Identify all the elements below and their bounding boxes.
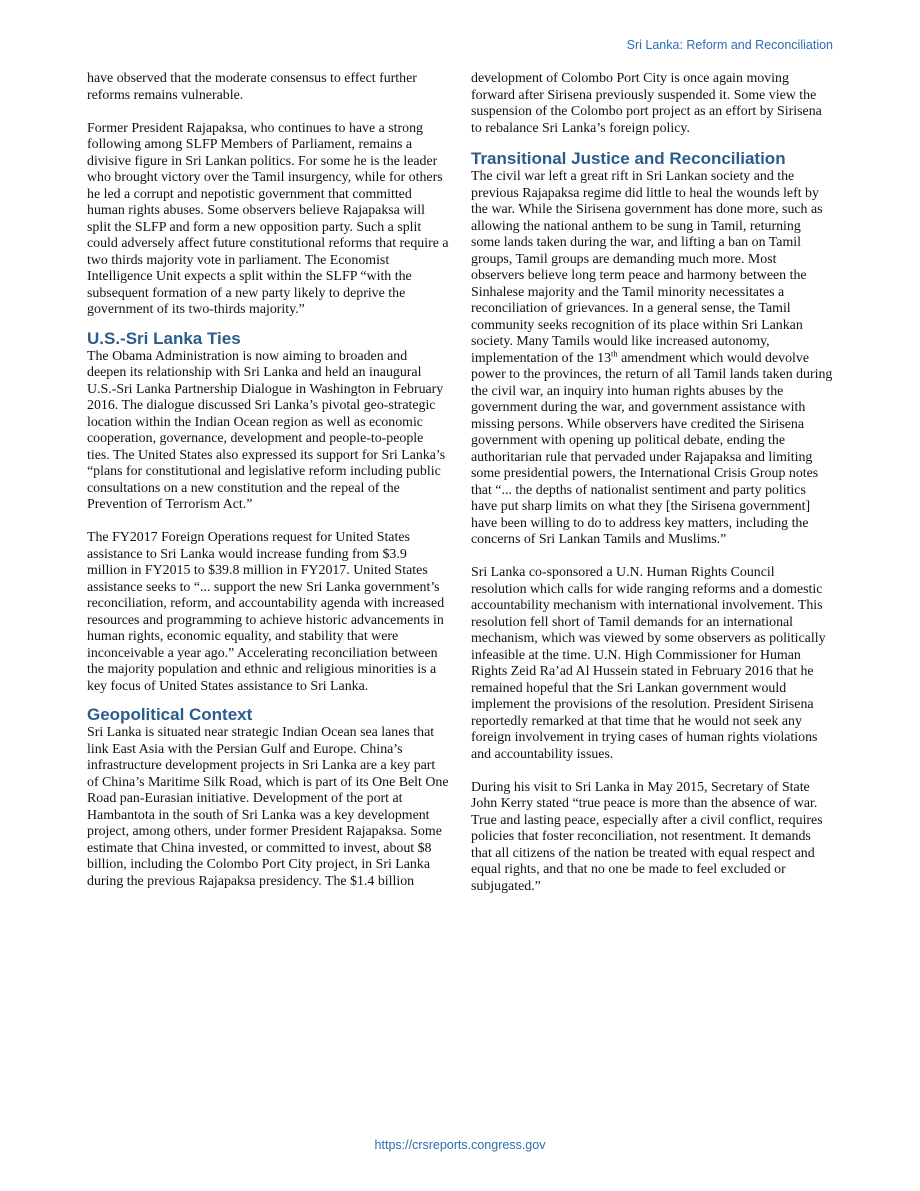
paragraph-port-city: development of Colombo Port City is once again moving forward after Sirisena previously suspended it. Some view the suspension of the Colombo port project as an effort by Sirisena to rebalance Sri Lanka’s foreign policy. xyxy=(471,71,822,136)
ordinal-superscript: th xyxy=(611,347,618,358)
paragraph-civil-war-part-2: amendment which would devolve power to the provinces, the return of all Tamil lands taken during the civil war, an inquiry into human rights abuses by the government during the war, and government assistance with missing persons. While observers have credited the Sirisena government with opening up political debate, ending the authoritarian rule that pervaded under Rajapaksa and limiting some presidential powers, the International Crisis Group notes that “... the depths of nationalist sentiment and party politics have put sharp limits on what they [the Sirisena government] have been willing to do to address key matters, including the concerns of Sri Lankan Tamils and Muslims.” xyxy=(471,350,833,547)
paragraph-kerry-visit: During his visit to Sri Lanka in May 2015, Secretary of State John Kerry stated “true peace is more than the absence of war. True and lasting peace, especially after a civil conflict, requires policies that foster reconciliation, not resentment. It demands that all citizens of the nation be treated with equal respect and equal rights, and that no one be made to feel excluded or subjugated.” xyxy=(471,779,823,894)
left-column xyxy=(87,71,449,890)
paragraph-rajapaksa: Former President Rajapaksa, who continues to have a strong following among SLFP Members of Parliament, remains a divisive figure in Sri Lankan politics. For some he is the leader who brought victory over the Tamil insurgency, while for others he led a corrupt and nepotistic government that committed human rights abuses. Some observers believe Rajapaksa will split the SLFP and form a new opposition party. Such a split could adversely affect future constitutional reforms that require a two thirds majority vote in parliament. The Economist Intelligence Unit expects a split within the SLFP “with the subsequent formation of a new party likely to deprive the government of its two-thirds majority.” xyxy=(87,120,449,317)
paragraph-geopolitical: Sri Lanka is situated near strategic Indian Ocean sea lanes that link East Asia with the Persian Gulf and Europe. China’s infrastructure development projects in Sri Lanka are a key part of China’s Maritime Silk Road, which is part of its One Belt One Road pan-Eurasian initiative. Development of the port at Hambantota in the south of Sri Lanka was a key development project, among others, under former President Rajapaksa. Some estimate that China invested, or committed to invest, about $8 billion, including the Colombo Port City project, in Sri Lanka during the previous Rajapaksa presidency. The $1.4 billion xyxy=(87,725,449,889)
paragraph-unhrc-resolution: Sri Lanka co-sponsored a U.N. Human Rights Council resolution which calls for wide ranging reforms and a domestic accountability mechanism with international involvement. This resolution fell short of Tamil demands for an international mechanism, which was viewed by some observers as politically infeasible at the time. U.N. High Commissioner for Human Rights Zeid Ra’ad Al Hussein stated in February 2016 that he remained hopeful that the Sri Lankan government would implement the provisions of the resolution. President Sirisena reportedly remarked at that time that he would not seek any foreign involvement in trying cases of human rights violations and accountability issues. xyxy=(471,565,826,762)
section-heading-geopolitical-context: Geopolitical Context xyxy=(87,705,253,724)
paragraph-civil-war-part-1: The civil war left a great rift in Sri Lankan society and the previous Rajapaksa regime did little to heal the wounds left by the war. While the Sirisena government has done more, such as allowing the national anthem to be sung in Tamil, returning some lands taken during the war, and lifting a ban on Tamil groups, Tamil groups are demanding much more. Most observers believe long term peace and harmony between the Sinhalese majority and the Tamil minority necessitates a reconciliation of grievances. In a general sense, the Tamil community seeks recognition of its place within Sri Lankan society. Many Tamils would like increased autonomy, implementation of the 13 xyxy=(471,169,823,366)
section-heading-us-sri-lanka-ties: U.S.-Sri Lanka Ties xyxy=(87,328,241,348)
paragraph-civil-war xyxy=(471,169,833,549)
paragraph-fy2017-request: The FY2017 Foreign Operations request for United States assistance to Sri Lanka would increase funding from $3.9 million in FY2015 to $39.8 million in FY2017. United States assistance seeks to “... support the new Sri Lanka government’s reconciliation, reform, and accountability agenda with increased resources and programming to achieve historic advancements in human rights, economic equality, and stability that were inconceivable a year ago.” Accelerating reconciliation between the majority population and ethnic and religious minorities is a key focus of United States assistance to Sri Lanka. xyxy=(87,530,445,694)
paragraph-obama-administration: The Obama Administration is now aiming to broaden and deepen its relationship with Sri Lanka and held an inaugural U.S.-Sri Lanka Partnership Dialogue in Washington in February 2016. The dialogue discussed Sri Lanka’s pivotal geo-strategic location within the Indian Ocean region as well as economic cooperation, governance, development and people-to-people ties. The United States also expressed its support for Sri Lanka’s “plans for constitutional and legislative reform including public consultations on a new constitution and the repeal of the Prevention of Terrorism Act.” xyxy=(87,348,446,512)
running-header-title: Sri Lanka: Reform and Reconciliation xyxy=(626,38,833,52)
footer-link[interactable]: https://crsreports.congress.gov xyxy=(374,1138,546,1152)
right-column xyxy=(471,71,833,895)
section-heading-transitional-justice: Transitional Justice and Reconciliation xyxy=(471,149,786,168)
paragraph-continued: have observed that the moderate consensus to effect further reforms remains vulnerable. xyxy=(87,71,417,103)
